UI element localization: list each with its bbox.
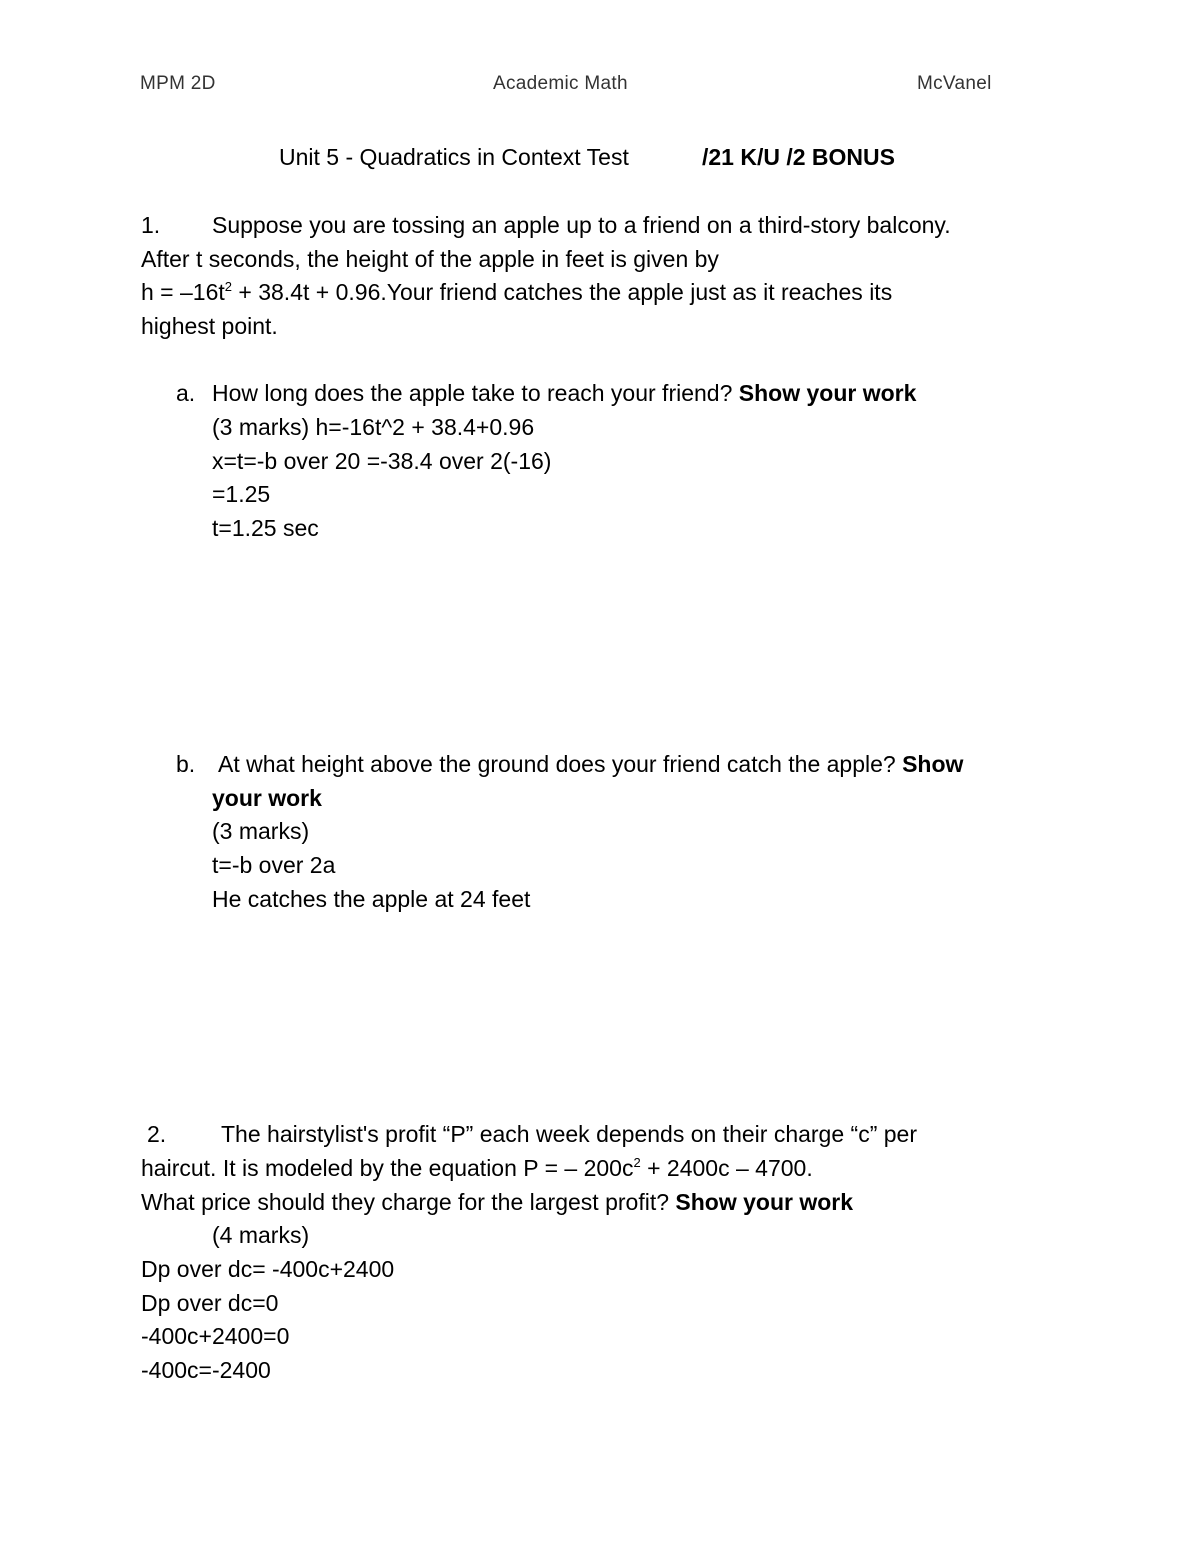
q1-line-4: highest point. xyxy=(141,313,278,339)
q1-line-1: Suppose you are tossing an apple up to a friend on a third-story balcony. xyxy=(212,212,951,238)
q1a-answer-line: t=1.25 sec xyxy=(212,515,319,541)
q2-answer-line: Dp over dc=0 xyxy=(141,1290,279,1316)
q2-equation-start: haircut. It is modeled by the equation P = – 200c xyxy=(141,1155,634,1181)
q2-exponent: 2 xyxy=(633,1155,641,1170)
q2-number: 2. xyxy=(147,1121,167,1147)
q2-marks: (4 marks) xyxy=(212,1222,310,1248)
q1b-show-work-2: your work xyxy=(212,785,322,811)
q1a-show-work: Show your work xyxy=(738,380,917,406)
q2-show-work: Show your work xyxy=(675,1189,854,1215)
q2-line-3 xyxy=(141,1188,853,1216)
q2-answer-line: Dp over dc= -400c+2400 xyxy=(141,1256,395,1282)
q1-equation-end: + 38.4t + 0.96.Your friend catches the apple just as it reaches its xyxy=(232,279,893,305)
q1a-question-text: How long does the apple take to reach your friend? xyxy=(212,380,733,406)
test-marks: /21 K/U /2 BONUS xyxy=(702,144,895,170)
q2-equation-end: + 2400c – 4700. xyxy=(640,1155,813,1181)
q2-answer-line: -400c+2400=0 xyxy=(141,1323,290,1349)
q1-exponent: 2 xyxy=(224,279,233,294)
header-course-code: MPM 2D xyxy=(140,73,216,94)
q1a-letter: a. xyxy=(176,380,196,406)
q1b-question xyxy=(218,750,963,778)
q1a-answer-line: x=t=-b over 20 =-38.4 over 2(-16) xyxy=(212,448,552,474)
q1b-answer-line: He catches the apple at 24 feet xyxy=(212,886,531,912)
q1b-answer-line: (3 marks) xyxy=(212,818,310,844)
q1-line-2: After t seconds, the height of the apple in feet is given by xyxy=(141,246,719,272)
header-teacher: McVanel xyxy=(917,73,992,94)
q1a-answer-line: (3 marks) h=-16t^2 + 38.4+0.96 xyxy=(212,414,535,440)
q1-line-3 xyxy=(141,278,892,306)
q1-equation-start: h = –16t xyxy=(141,279,225,305)
test-title: Unit 5 - Quadratics in Context Test xyxy=(279,144,629,170)
q1-number: 1. xyxy=(141,212,161,238)
q2-question-text: What price should they charge for the largest profit? xyxy=(141,1189,670,1215)
q1a-question xyxy=(212,379,916,407)
q2-answer-line: -400c=-2400 xyxy=(141,1357,271,1383)
q1b-answer-line: t=-b over 2a xyxy=(212,852,336,878)
q2-line-2 xyxy=(141,1154,813,1182)
q2-line-1: The hairstylist's profit “P” each week depends on their charge “c” per xyxy=(221,1121,917,1147)
q1b-show-work-1: Show xyxy=(902,751,964,777)
q1b-question-text: At what height above the ground does your friend catch the apple? xyxy=(218,751,896,777)
q1b-letter: b. xyxy=(176,751,196,777)
q1a-answer-line: =1.25 xyxy=(212,481,271,507)
header-subject: Academic Math xyxy=(493,73,628,94)
